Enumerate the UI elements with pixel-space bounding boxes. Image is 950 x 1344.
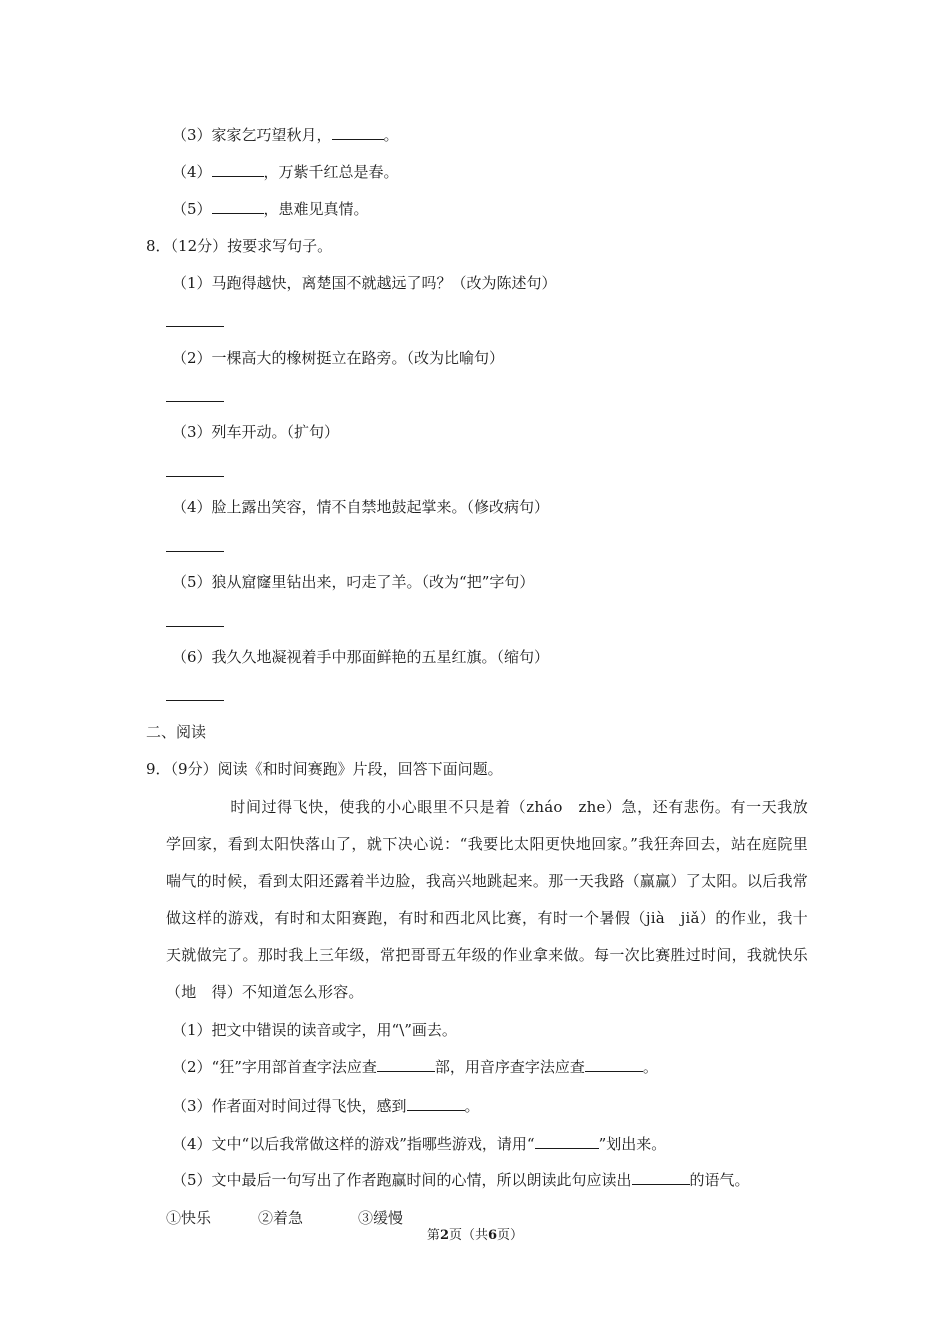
fill-blank: [212, 175, 264, 177]
section-heading: 二、阅读: [146, 723, 207, 741]
fill-blank: [377, 1070, 435, 1072]
q9-sub-3: （3）作者面对时间过得飞快，感到 。: [172, 1097, 480, 1115]
q8-item-1: （1）马跑得越快，离楚国不就越远了吗？（改为陈述句）: [172, 274, 557, 292]
page-number: 2: [439, 1228, 449, 1243]
answer-line: [166, 326, 224, 327]
q8-item-6: （6）我久久地凝视着手中那面鲜艳的五星红旗。（缩句）: [172, 648, 550, 666]
answer-line: [166, 401, 224, 402]
q9-sub-4: （4）文中“以后我常做这样的游戏”指哪些游戏，请用“ ”划出来。: [172, 1135, 667, 1153]
q8-item-2: （2）一棵高大的橡树挺立在路旁。（改为比喻句）: [172, 349, 505, 367]
fill-blank: [332, 138, 384, 140]
q9-sub-2: （2）“狂”字用部首查字法应查 部，用音序查字法应查 。: [172, 1058, 658, 1076]
fill-blank: [632, 1183, 690, 1185]
q7-item-3: （3）家家乞巧望秋月， 。: [172, 126, 399, 144]
option-1: ①快乐: [166, 1209, 212, 1227]
q7-item-5: （5） ，患难见真情。: [172, 200, 369, 218]
option-2: ②着急: [258, 1209, 304, 1227]
fill-blank: [407, 1109, 465, 1111]
q8-header: 8．（12分）按要求写句子。: [146, 237, 333, 255]
q9-sub-1: （1）把文中错误的读音或字，用“\”画去。: [172, 1021, 457, 1039]
fill-blank: [535, 1147, 599, 1149]
reading-passage: 时间过得飞快，使我的小心眼里不只是着（zháo zhe）急，还有悲伤。有一天我放学回家，看到太阳快落山了，就下决心说：“我要比太阳更快地回家。”我狂奔回去，站在庭院里喘气的时候，看到太阳还露着半边脸，我高兴地跳起来。那一天我路（赢赢）了太阳。以后我常做这样的游戏，有时和太阳赛跑，有时和西北风比赛，有时一个暑假（jià jiǎ）的作业，我十天就做完了。那时我上三年级，常把哥哥五年级的作业拿来做。每一次比赛胜过时间，我就快乐（地 得）不知道怎么形容。: [166, 798, 808, 1001]
answer-line: [166, 476, 224, 477]
q9-header: 9．（9分）阅读《和时间赛跑》片段，回答下面问题。: [146, 760, 503, 778]
q8-item-3: （3）列车开动。（扩句）: [172, 423, 340, 441]
answer-line: [166, 626, 224, 627]
answer-line: [166, 551, 224, 552]
option-3: ③缓慢: [358, 1209, 404, 1227]
total-pages: 6: [488, 1228, 498, 1243]
fill-blank: [212, 212, 264, 214]
fill-blank: [585, 1070, 643, 1072]
page-footer: 第2页（共6页）: [426, 1228, 524, 1243]
answer-line: [166, 700, 224, 701]
q8-item-5: （5）狼从窟窿里钻出来，叼走了羊。（改为“把”字句）: [172, 573, 535, 591]
q7-item-4: （4） ，万紫千红总是春。: [172, 163, 399, 181]
q9-sub-5: （5）文中最后一句写出了作者跑赢时间的心情，所以朗读此句应读出 的语气。: [172, 1171, 750, 1189]
q8-item-4: （4）脸上露出笑容，情不自禁地鼓起掌来。（修改病句）: [172, 498, 550, 516]
